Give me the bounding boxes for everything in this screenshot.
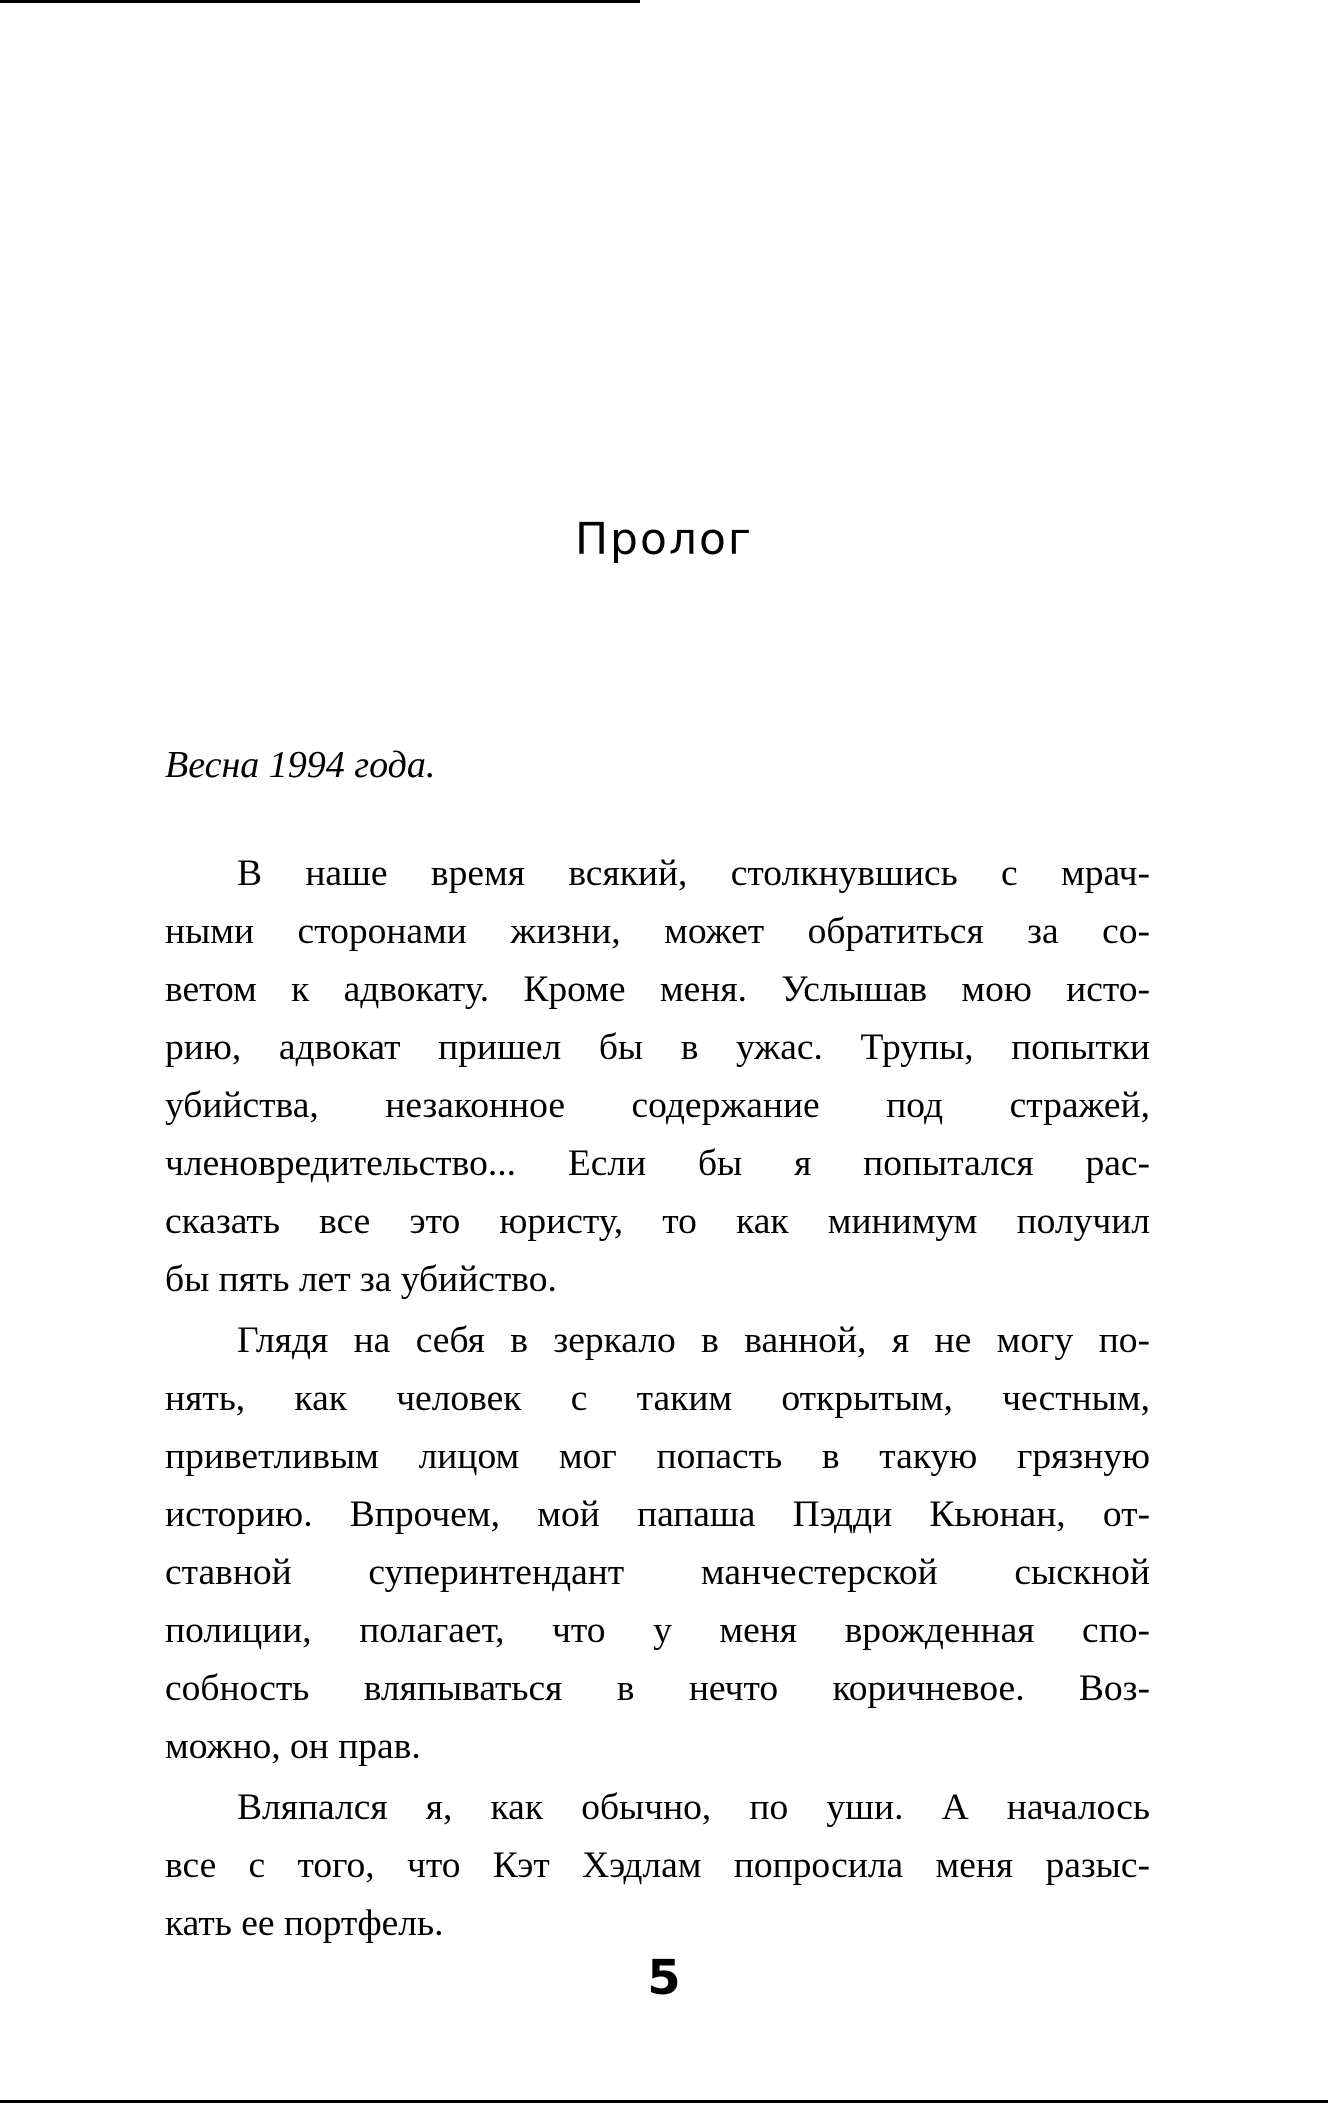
text-line: ставной суперинтендант манчестерской сыскной <box>165 1552 1150 1593</box>
text-line: Вляпался я, как обычно, по уши. А началось <box>237 1787 1150 1828</box>
text-line: можно, он прав. <box>165 1726 421 1767</box>
text-line: собность вляпываться в нечто коричневое. Воз- <box>165 1668 1150 1709</box>
text-line: ветом к адвокату. Кроме меня. Услышав мою исто- <box>165 969 1150 1010</box>
text-line: членовредительство... Если бы я попытался рас- <box>165 1143 1150 1184</box>
bottom-rule <box>0 2100 1328 2103</box>
paragraph-2 <box>165 1312 1150 1776</box>
text-line: сказать все это юристу, то как минимум получил <box>165 1201 1150 1242</box>
page-number: 5 <box>647 1950 681 2006</box>
text-line: рию, адвокат пришел бы в ужас. Трупы, попытки <box>165 1027 1150 1068</box>
paragraph-3 <box>165 1779 1150 1953</box>
chapter-title: Пролог <box>574 514 754 565</box>
text-line: В наше время всякий, столкнувшись с мрач- <box>237 853 1150 894</box>
top-rule <box>0 0 640 3</box>
epigraph-date: Весна 1994 года. <box>165 744 436 786</box>
text-line: нять, как человек с таким открытым, честным, <box>165 1378 1150 1419</box>
text-line: бы пять лет за убийство. <box>165 1259 557 1300</box>
text-line: приветливым лицом мог попасть в такую грязную <box>165 1436 1150 1477</box>
text-line: все с того, что Кэт Хэдлам попросила меня разыс- <box>165 1845 1150 1886</box>
text-line: кать ее портфель. <box>165 1903 444 1944</box>
body-text <box>165 845 1150 1953</box>
text-line: полиции, полагает, что у меня врожденная спо- <box>165 1610 1150 1651</box>
text-line: Глядя на себя в зеркало в ванной, я не могу по- <box>237 1320 1150 1361</box>
text-line: убийства, незаконное содержание под стражей, <box>165 1085 1150 1126</box>
text-line: ными сторонами жизни, может обратиться за со- <box>165 911 1150 952</box>
text-line: историю. Впрочем, мой папаша Пэдди Кьюнан, от- <box>165 1494 1150 1535</box>
paragraph-1 <box>165 845 1150 1309</box>
